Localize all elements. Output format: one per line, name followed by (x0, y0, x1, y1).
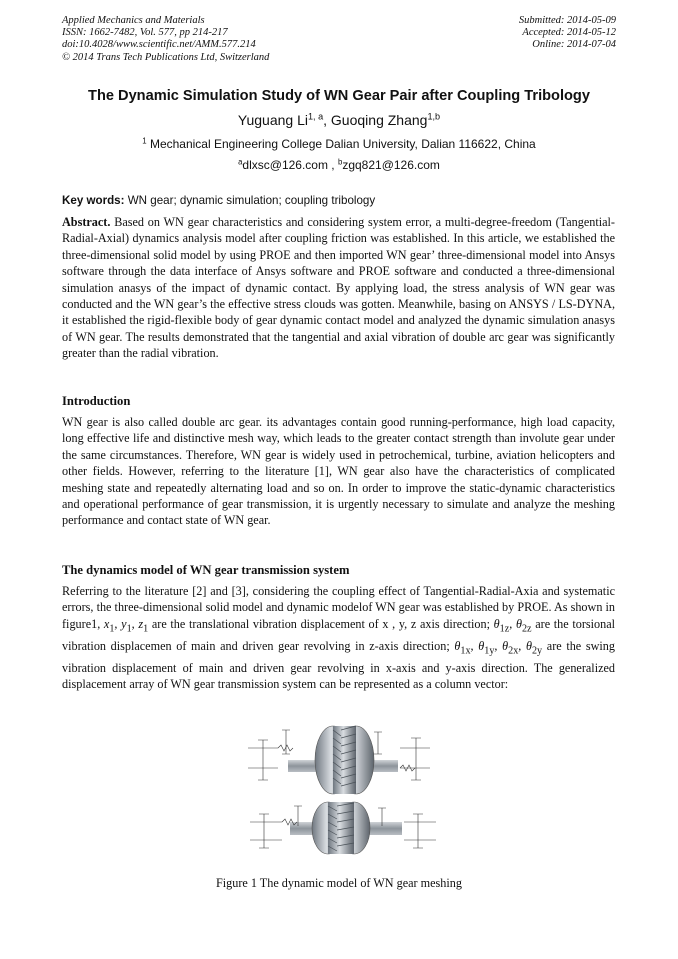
introduction-paragraph: WN gear is also called double arc gear. its advantages contain good running-performance, high load capacity, long effective life and distinctive mesh way, which leads to the greater contact strength than involute gear under the same circumstances. Therefore, WN gear is widely used in petrochemical, turbine, aviation helicopters and other fields. However, referring to the literature [1], WN gear also have the characteristics of complicated meshing state and repeatedly alternating load and so on. In order to improve the static-dynamic characteristics and operational performance of gear transmission, it is urgently necessary to simulate and analyze the meshing performance and contact state of WN gear. (62, 415, 615, 528)
math-symbol: , z (131, 616, 144, 631)
body-text: are the swing vibration displacement of main and driven gear revolving in x-axis and y-axis direction. The generalized displacement array of WN gear transmission system can be represented as a column vector: (62, 638, 615, 691)
author-affil-sup: 1, a (307, 111, 324, 122)
abstract-label: Abstract. (62, 215, 111, 229)
email-sup: b (337, 157, 343, 167)
math-subscript: 2z (521, 623, 532, 635)
dynamics-paragraph (62, 583, 615, 692)
math-subscript: 2x (508, 645, 519, 657)
keywords-label: Key words: (62, 194, 125, 207)
abstract (62, 214, 615, 362)
email-sup: a (238, 157, 243, 167)
author-emails (40, 158, 638, 172)
email-link[interactable]: zgq821@126.com (342, 158, 440, 172)
paper-title: The Dynamic Simulation Study of WN Gear Pair after Coupling Tribology (88, 88, 590, 104)
affiliation-text: Mechanical Engineering College Dalian University, Dalian 116622, China (146, 137, 536, 151)
keywords (62, 194, 615, 207)
email-separator: , (327, 158, 338, 172)
submitted-date: Submitted: 2014-05-09 (518, 15, 616, 26)
math-symbol: θ (454, 638, 461, 653)
driving-gear-3d (288, 726, 398, 794)
math-symbol: , θ (518, 638, 532, 653)
affiliation-sup: 1 (142, 136, 147, 146)
copyright-line: © 2014 Trans Tech Publications Ltd, Switzerland (62, 51, 270, 63)
dates-header (519, 15, 616, 52)
math-symbol: , θ (494, 638, 509, 653)
math-symbol: x (103, 616, 110, 631)
math-subscript: 2y (531, 645, 543, 657)
math-subscript: 1 (143, 623, 149, 635)
author-separator: , (323, 112, 331, 128)
driven-gear-3d (290, 802, 402, 854)
body-text: Referring to the literature [2] and [3], considering the coupling effect of Tangential-Radial-Axia and systematic errors, the three-dimensional solid model and dynamic modelof WN gear was established by PROE. As shown in figure1, (62, 584, 615, 631)
accepted-date: Accepted: 2014-05-12 (522, 27, 616, 39)
math-symbol: θ (493, 616, 500, 631)
affiliation (40, 137, 638, 151)
body-text: are the torsional vibration displacemen of main and driven gear revolving in z-axis direction; (62, 616, 615, 653)
author-affil-sup: 1,b (427, 111, 441, 122)
math-symbol: , θ (470, 638, 485, 653)
body-text: are the translational vibration displacement of x , y, z axis direction; (148, 616, 494, 631)
math-subscript: 1 (126, 623, 132, 635)
math-symbol: , y (114, 616, 127, 631)
issn-line: ISSN: 1662-7482, Vol. 577, pp 214-217 (62, 27, 228, 39)
journal-header (62, 15, 269, 64)
online-date: Online: 2014-07-04 (532, 39, 616, 51)
author-list (40, 112, 638, 128)
section-heading-dynamics: The dynamics model of WN gear transmission system (62, 563, 350, 577)
section-heading-introduction: Introduction (62, 394, 131, 408)
math-symbol: , θ (509, 616, 522, 631)
math-subscript: 1z (499, 623, 510, 635)
keywords-text: WN gear; dynamic simulation; coupling tribology (124, 194, 376, 207)
math-subscript: 1y (484, 645, 495, 657)
doi-line: doi:10.4028/www.scientific.net/AMM.577.214 (62, 39, 256, 51)
author-name: Yuguang Li (237, 112, 308, 128)
email-link[interactable]: dlxsc@126.com (242, 158, 328, 172)
abstract-text: Based on WN gear characteristics and considering system error, a multi-degree-freedom (Tangential-Radial-Axial) dynamics analysis model after coupling friction was established. In this article, we established the three-dimensional solid model by using PROE and then imported WN gear’ three-dimensional model into Ansys software through the data interface of Ansys software and PROE software and conducted a three-dimensional simulation anasys of the impact of dynamic contact. By applying load, the stress analysis of WN gear was conducted and the WN gear’s the effective stress clouds was gotten. Meanwhile, basing on ANSYS / LS-DYNA, it established the rigid-flexible body of gear dynamic contact model and analyzed the dynamic simulation anasys of WN gear. The results demonstrated that the tangential and axial vibration of double arc gear was significantly greater than the radial vibration. (62, 215, 615, 361)
math-subscript: 1 (109, 623, 115, 635)
journal-name: Applied Mechanics and Materials (62, 15, 205, 26)
gear-model-figure (228, 718, 450, 868)
math-subscript: 1x (460, 645, 471, 657)
author-name: Guoqing Zhang (330, 112, 428, 128)
figure-caption: Figure 1 The dynamic model of WN gear meshing (216, 876, 462, 890)
